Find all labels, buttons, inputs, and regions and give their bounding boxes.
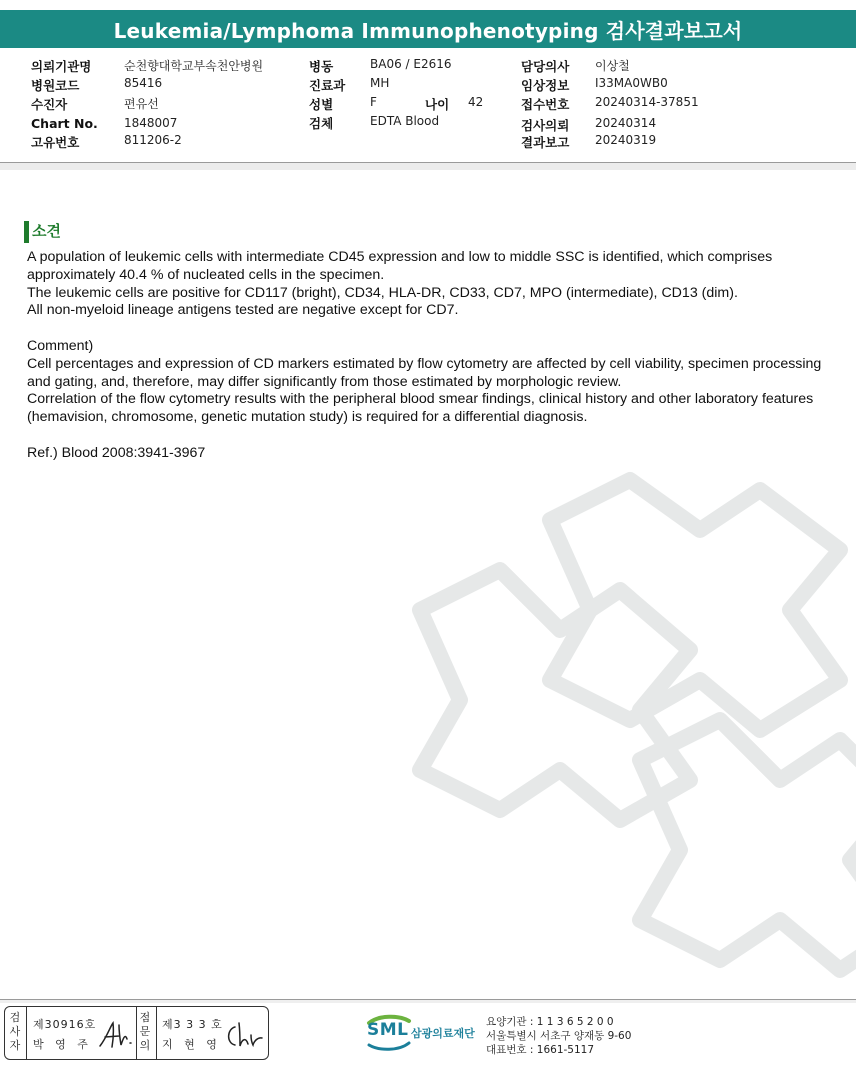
info-label-physician: 담당의사 (521, 59, 570, 74)
info-value-patient: 편유선 (124, 97, 159, 111)
examiner-license: 제30916호 (33, 1018, 97, 1031)
info-label-department: 진료과 (309, 78, 346, 93)
info-value-chart-no: 1848007 (124, 116, 178, 130)
examiner-name: 박 영 주 (33, 1038, 92, 1051)
info-value-receipt-no: 20240314-37851 (595, 95, 699, 109)
info-label-request-date: 검사의뢰 (521, 118, 570, 133)
reviewer-label: 점 문 의 (139, 1011, 151, 1052)
patient-info (0, 55, 856, 155)
info-label-receipt-no: 접수번호 (521, 97, 570, 112)
info-value-hospital-code: 85416 (124, 76, 163, 90)
info-label-clinical-info: 임상정보 (521, 78, 570, 93)
examiner-signature-icon (97, 1019, 137, 1051)
info-label-institution: 의뢰기관명 (31, 59, 92, 74)
info-value-institution: 순천향대학교부속천안병원 (124, 59, 264, 73)
reference: Ref.) Blood 2008:3941-3967 (27, 444, 206, 461)
reviewer-signature-icon (223, 1019, 265, 1051)
info-value-physician: 이상철 (595, 59, 630, 73)
care-institution-code: 요양기관 : 1 1 3 6 5 2 0 0 (486, 1016, 614, 1028)
reviewer-name: 지 현 영 (162, 1038, 221, 1051)
info-value-sex: F (370, 95, 377, 109)
org-phone: 대표번호 : 1661-5117 (486, 1044, 595, 1056)
comment-paragraph-1: Cell percentages and expression of CD markers estimated by flow cytometry are affected by cell viability, specimen processing and gating, and, therefore, may differ significantly from those estimated by morphologic review. (27, 355, 822, 390)
org-info (486, 1015, 631, 1057)
info-value-ward: BA06 / E2616 (370, 57, 452, 71)
report-title: Leukemia/Lymphoma Immunophenotyping 검사결과보고서 (0, 10, 856, 48)
info-value-specimen: EDTA Blood (370, 114, 440, 128)
org-address: 서울특별시 서초구 양재동 9-60 (486, 1030, 632, 1042)
info-value-request-date: 20240314 (595, 116, 657, 130)
reviewer-license: 제3 3 3 호 (162, 1018, 223, 1031)
info-value-department: MH (370, 76, 390, 90)
comment-paragraph-2: Correlation of the flow cytometry results with the peripheral blood smear findings, clinical history and other laboratory features (hemavision, chromosome, genetic mutation study) is required for a differential diagnosis. (27, 391, 814, 426)
comment-heading: Comment) (27, 337, 94, 354)
examiner-label: 검 사 자 (9, 1011, 21, 1052)
signature-box (4, 1006, 269, 1060)
finding-paragraph-3: All non-myeloid lineage antigens tested are negative except for CD7. (27, 302, 459, 319)
org-name: 삼광의료재단 (411, 1027, 475, 1040)
info-label-unique-no: 고유번호 (31, 135, 80, 150)
info-label-sex: 성별 (309, 97, 334, 112)
info-label-report-date: 결과보고 (521, 135, 570, 150)
info-value-age: 42 (468, 95, 484, 109)
info-label-chart-no: Chart No. (31, 116, 98, 131)
info-label-age: 나이 (425, 97, 450, 112)
section-marker (24, 221, 29, 243)
info-value-clinical-info: I33MA0WB0 (595, 76, 668, 90)
report-body (27, 249, 827, 463)
info-label-specimen: 검체 (309, 116, 334, 131)
watermark-cross-icon (400, 460, 856, 980)
sml-logo-text: SML (367, 1020, 409, 1040)
finding-paragraph-1: A population of leukemic cells with intermediate CD45 expression and low to middle SSC is identified, which comprises approximately 40.4 % of nucleated cells in the specimen. (27, 249, 773, 283)
info-label-ward: 병동 (309, 59, 334, 74)
info-value-report-date: 20240319 (595, 133, 657, 147)
info-label-patient: 수진자 (31, 97, 68, 112)
info-value-unique-no: 811206-2 (124, 133, 182, 147)
info-label-hospital-code: 병원코드 (31, 78, 80, 93)
finding-paragraph-2: The leukemic cells are positive for CD117 (bright), CD34, HLA-DR, CD33, CD7, MPO (intermediate), CD13 (dim). (27, 284, 738, 301)
section-title-findings: 소견 (32, 222, 61, 240)
header-divider (0, 162, 856, 170)
footer-divider (0, 999, 856, 1003)
